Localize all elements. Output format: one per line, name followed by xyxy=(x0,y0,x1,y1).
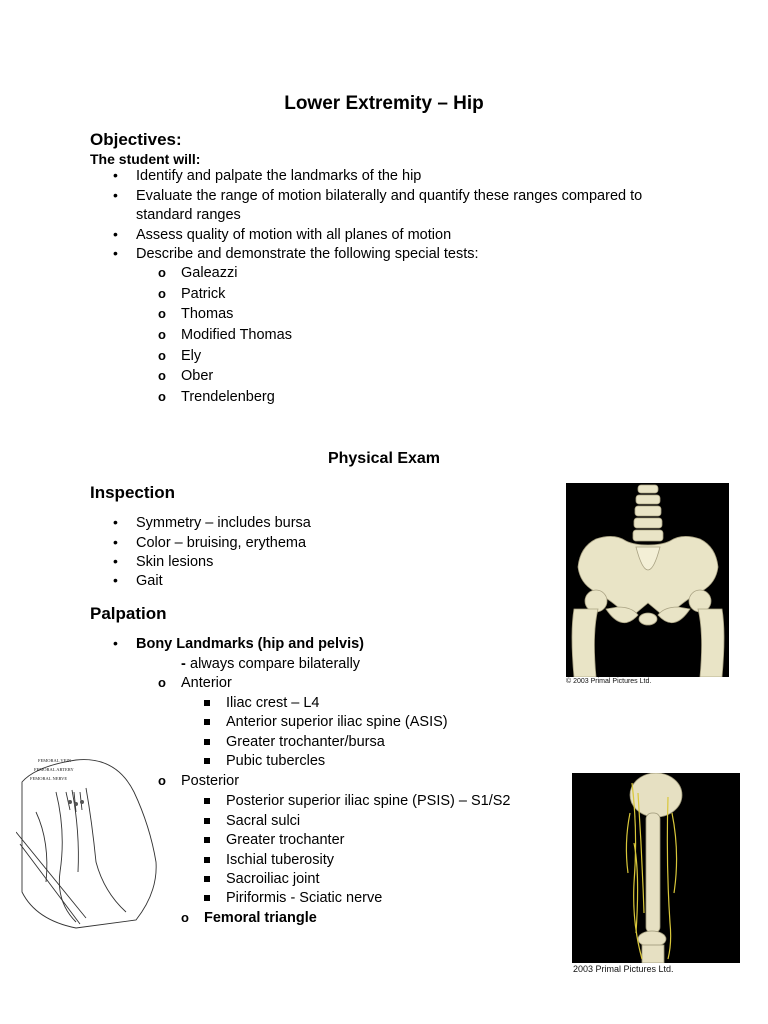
sub-bullet-glyph: o xyxy=(158,389,166,404)
anterior-landmark: Anterior superior iliac spine (ASIS) xyxy=(226,714,448,730)
sub-bullet-glyph: o xyxy=(158,368,166,383)
square-bullet-icon xyxy=(204,857,210,863)
objectives-subheading: The student will: xyxy=(90,151,201,167)
bullet-glyph: • xyxy=(113,635,118,651)
bullet-glyph: • xyxy=(113,187,118,203)
anterior-landmark: Greater trochanter/bursa xyxy=(226,734,385,750)
square-bullet-icon xyxy=(204,837,210,843)
objective-item-continued: standard ranges xyxy=(136,207,241,223)
leg-sketch-illustration xyxy=(16,752,160,932)
objectives-heading: Objectives: xyxy=(90,130,182,149)
bullet-glyph: • xyxy=(113,553,118,569)
bullet-glyph: • xyxy=(113,514,118,530)
inspection-heading: Inspection xyxy=(90,483,176,502)
note-dash: - xyxy=(181,656,186,672)
sub-bullet-glyph: o xyxy=(158,265,166,280)
sub-bullet-glyph: o xyxy=(158,327,166,342)
sketch-label: FEMORAL VEIN xyxy=(38,758,72,763)
square-bullet-icon xyxy=(204,818,210,824)
special-test-item: Patrick xyxy=(181,286,226,302)
anterior-label: Anterior xyxy=(181,675,232,691)
bullet-glyph: • xyxy=(113,167,118,183)
sub-bullet-glyph: o xyxy=(158,773,166,788)
sciatic-nerve-image xyxy=(572,773,740,963)
sub-bullet-glyph: o xyxy=(158,306,166,321)
sketch-label: FEMORAL ARTERY xyxy=(34,767,74,772)
sub-bullet-glyph: o xyxy=(158,348,166,363)
posterior-landmark: Sacroiliac joint xyxy=(226,871,320,887)
pelvis-skeleton-image xyxy=(566,483,729,677)
posterior-landmark: Ischial tuberosity xyxy=(226,852,334,868)
objective-item: Identify and palpate the landmarks of the hip xyxy=(136,168,422,184)
compare-note: always compare bilaterally xyxy=(190,656,361,672)
bullet-glyph: • xyxy=(113,534,118,550)
inspection-item: Gait xyxy=(136,573,163,589)
special-test-item: Ober xyxy=(181,368,214,384)
square-bullet-icon xyxy=(204,758,210,764)
pelvis-image-caption: © 2003 Primal Pictures Ltd. xyxy=(566,678,652,685)
femoral-triangle-sketch xyxy=(16,752,160,932)
square-bullet-icon xyxy=(204,739,210,745)
posterior-landmark: Sacral sulci xyxy=(226,813,301,829)
square-bullet-icon xyxy=(204,798,210,804)
sketch-label: FEMORAL NERVE xyxy=(30,776,68,781)
physical-exam-heading: Physical Exam xyxy=(327,450,441,467)
inspection-item: Color – bruising, erythema xyxy=(136,535,307,551)
sub-bullet-glyph: o xyxy=(158,675,166,690)
leg-nerve-illustration xyxy=(572,773,740,963)
sub-bullet-glyph: o xyxy=(158,286,166,301)
palpation-heading: Palpation xyxy=(90,604,167,623)
pelvis-illustration xyxy=(566,483,729,677)
posterior-landmark: Posterior superior iliac spine (PSIS) – S1/S2 xyxy=(226,793,511,809)
bony-landmarks-heading: Bony Landmarks (hip and pelvis) xyxy=(136,636,365,652)
special-test-item: Trendelenberg xyxy=(181,389,275,405)
bullet-glyph: • xyxy=(113,245,118,261)
nerve-image-caption: 2003 Primal Pictures Ltd. xyxy=(573,964,674,974)
sub-bullet-glyph: o xyxy=(181,910,189,925)
bullet-glyph: • xyxy=(113,226,118,242)
inspection-item: Symmetry – includes bursa xyxy=(136,515,311,531)
posterior-landmark: Greater trochanter xyxy=(226,832,345,848)
femoral-triangle-label: Femoral triangle xyxy=(204,910,317,926)
objective-item: Evaluate the range of motion bilaterally and quantify these ranges compared to xyxy=(136,188,643,204)
anterior-landmark: Iliac crest – L4 xyxy=(226,695,320,711)
page-title: Lower Extremity – Hip xyxy=(284,93,484,114)
square-bullet-icon xyxy=(204,719,210,725)
square-bullet-icon xyxy=(204,876,210,882)
square-bullet-icon xyxy=(204,700,210,706)
special-test-item: Ely xyxy=(181,348,202,364)
special-test-item: Modified Thomas xyxy=(181,327,292,343)
inspection-item: Skin lesions xyxy=(136,554,214,570)
posterior-landmark: Piriformis - Sciatic nerve xyxy=(226,890,383,906)
objective-item: Assess quality of motion with all planes of motion xyxy=(136,227,452,243)
bullet-glyph: • xyxy=(113,572,118,588)
objective-item: Describe and demonstrate the following special tests: xyxy=(136,246,479,262)
special-test-item: Thomas xyxy=(181,306,234,322)
posterior-label: Posterior xyxy=(181,773,240,789)
special-test-item: Galeazzi xyxy=(181,265,238,281)
anterior-landmark: Pubic tubercles xyxy=(226,753,326,769)
square-bullet-icon xyxy=(204,895,210,901)
